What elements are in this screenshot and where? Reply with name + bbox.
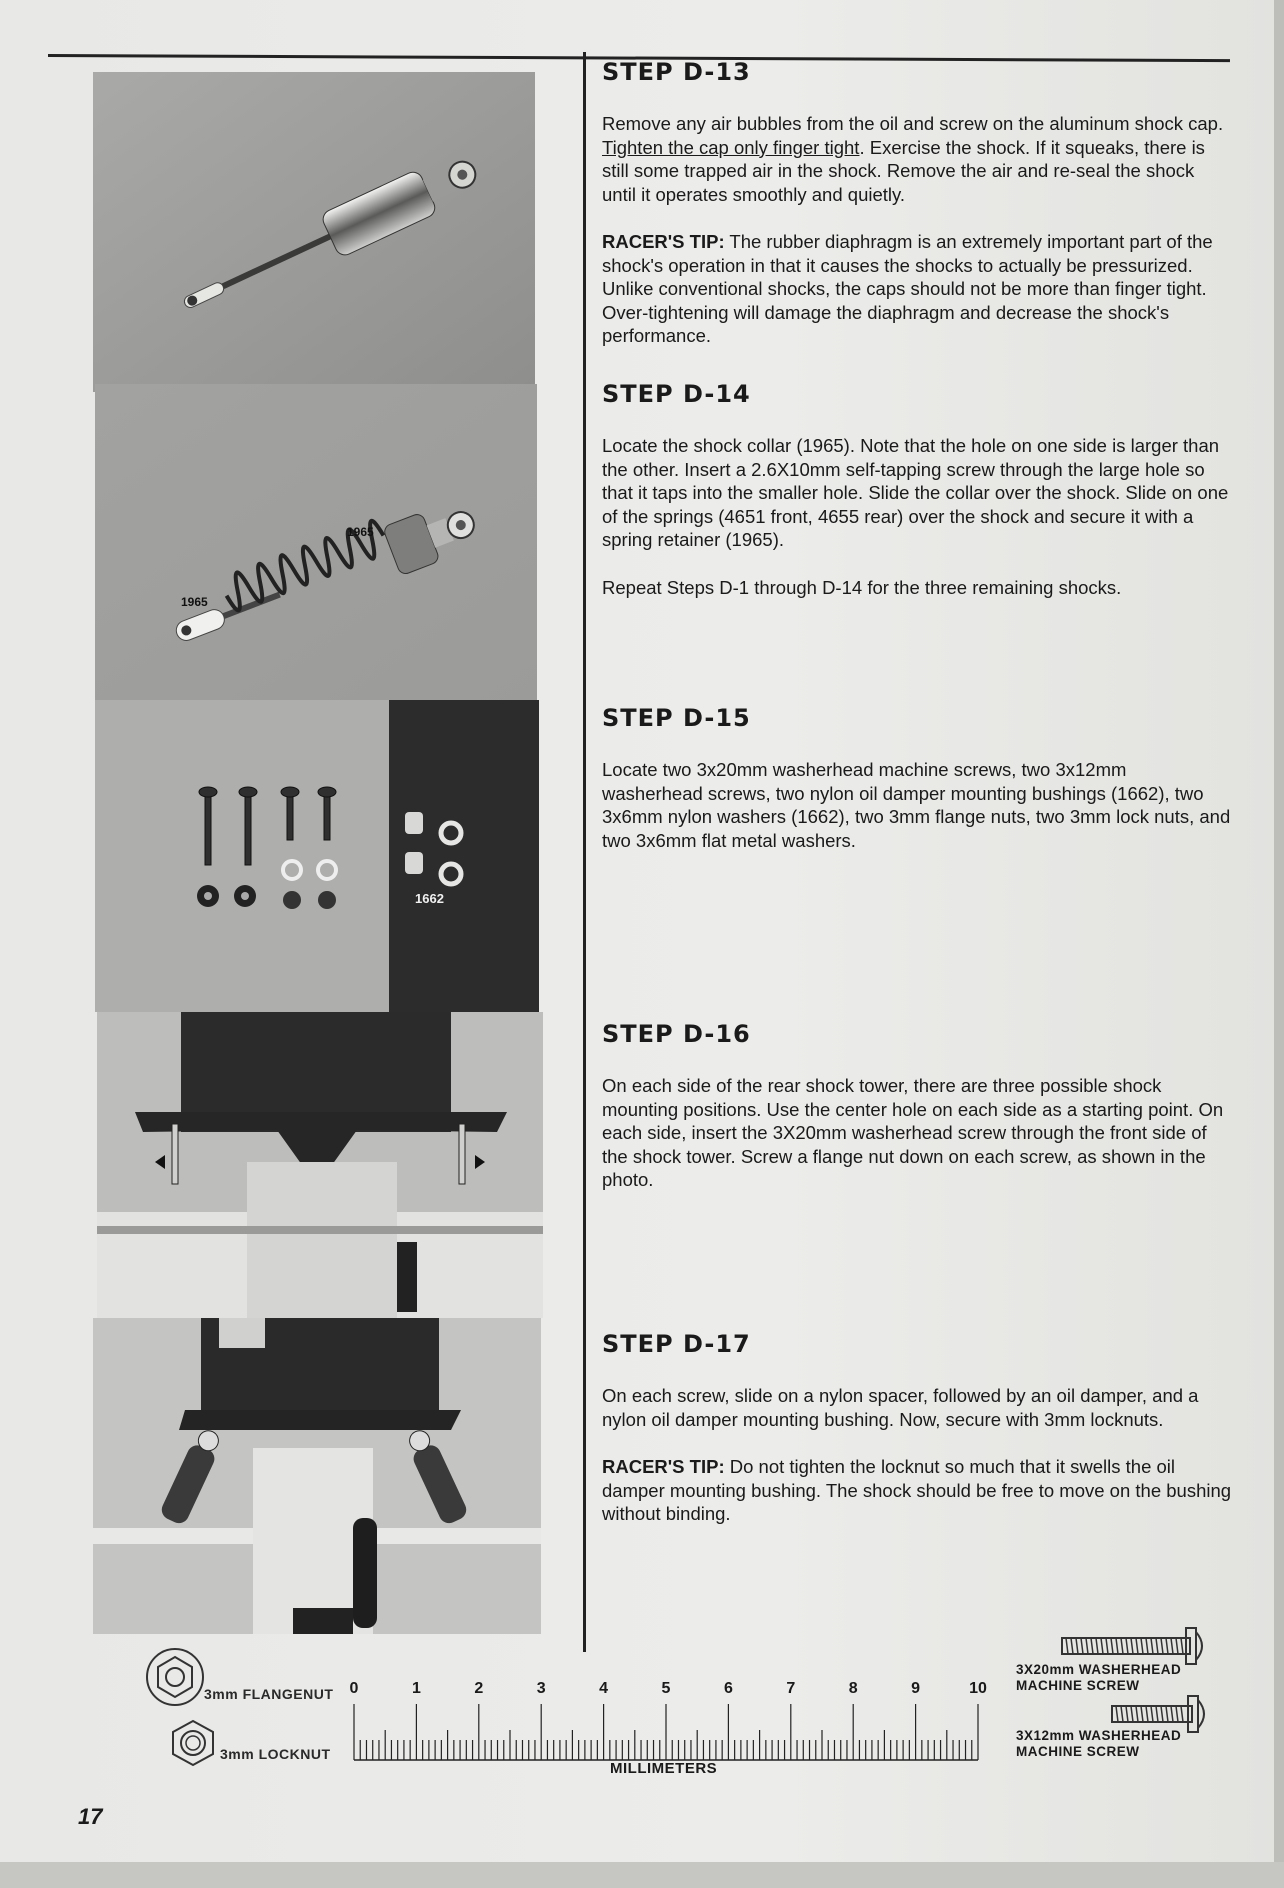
shock-tower-screws-image: [97, 1012, 543, 1318]
screw-thread: [1161, 1638, 1163, 1654]
screw-thread: [1136, 1638, 1138, 1654]
tip-label: RACER'S TIP:: [602, 1456, 725, 1477]
step-d14-body: Locate the shock collar (1965). Note that the hole on one side is larger than the other. Insert a 2.6X10mm self-tapping screw through the large hole so that it taps into the smaller hole. Slide the collar over the shock. Slide on one of the springs (4651 front, 4655 rear) over the shock and secure it with a spring retainer (1965).: [602, 435, 1229, 550]
locknut-label: 3mm LOCKNUT: [220, 1746, 331, 1762]
screw-thread: [1151, 1706, 1153, 1722]
screw-3x12-label: [1016, 1728, 1181, 1760]
screw-thread: [1121, 1638, 1123, 1654]
ruler-number: 10: [969, 1680, 987, 1697]
collar-callout-top: 1965: [347, 525, 374, 539]
ruler-number: 5: [661, 1680, 671, 1697]
screw-thread: [1166, 1638, 1168, 1654]
screw-thread: [1101, 1638, 1103, 1654]
screw-thread: [1136, 1706, 1138, 1722]
screw-thread: [1106, 1638, 1108, 1654]
page-number: 17: [78, 1804, 103, 1829]
step-d13-tip: [602, 230, 1232, 348]
step-d16-body: On each side of the rear shock tower, there are three possible shock mounting positions. Use the center hole on each side as a starting point. On each side, insert the 3X20mm washerhead screw through the front side of the shock tower. Screw a flange nut down on each screw, as shown in the photo.: [602, 1075, 1224, 1190]
step-d15-body: Locate two 3x20mm washerhead machine screws, two 3x12mm washerhead screws, two nylon oil damper mounting bushings (1662), two 3x6mm nylon washers (1662), two 3mm flange nuts, two 3mm lock nuts, and two 3x6mm flat metal washers.: [602, 759, 1231, 851]
step-d17-tip: [602, 1455, 1232, 1526]
hardware-parts-image: [95, 700, 539, 1012]
screw-3x12-line1: 3X12mm WASHERHEAD: [1016, 1728, 1182, 1743]
screw-thread: [1076, 1638, 1078, 1654]
screw-thread: [1181, 1638, 1183, 1654]
step-d16-title: STEP D-16: [602, 1020, 751, 1048]
step-d13-title: STEP D-13: [602, 58, 751, 86]
screw-thread: [1126, 1706, 1128, 1722]
screw-thread: [1116, 1706, 1118, 1722]
step-d13-underlined: Tighten the cap only finger tight: [602, 136, 860, 158]
screw-thread: [1081, 1638, 1083, 1654]
ruler-number: 2: [474, 1680, 484, 1697]
step-d14: [602, 380, 1232, 623]
screw-thread: [1141, 1638, 1143, 1654]
screw-thread: [1096, 1638, 1098, 1654]
screw-thread: [1176, 1638, 1178, 1654]
ruler-number: 1: [411, 1680, 421, 1697]
ruler-number: 9: [911, 1680, 921, 1697]
step-d13-body: [602, 112, 1232, 206]
screw-3x12-line2: MACHINE SCREW: [1016, 1744, 1140, 1759]
screw-thread: [1151, 1638, 1153, 1654]
step-d13-body-a: Remove any air bubbles from the oil and screw on the aluminum shock cap.: [602, 113, 1224, 134]
step-d17: [602, 1330, 1232, 1550]
step-d15: [602, 704, 1232, 876]
screw-3x20-line1: 3X20mm WASHERHEAD: [1016, 1662, 1182, 1677]
screw-thread: [1071, 1638, 1073, 1654]
screw-thread: [1141, 1706, 1143, 1722]
ruler-number: 8: [848, 1680, 858, 1697]
ruler-number: 0: [349, 1680, 359, 1697]
ruler-number: 3: [536, 1680, 546, 1697]
photo-step-d14: [95, 384, 537, 702]
screw-thread: [1161, 1706, 1163, 1722]
shock-with-spring-image: [95, 384, 537, 702]
screw-thread: [1181, 1706, 1183, 1722]
photo-step-d15: [95, 700, 539, 1012]
column-rule: [583, 52, 586, 1652]
flangenut-icon: [144, 1646, 206, 1708]
screw-thread: [1156, 1706, 1158, 1722]
step-d15-title: STEP D-15: [602, 704, 751, 732]
screw-thread: [1146, 1706, 1148, 1722]
collar-callout-left: 1965: [181, 595, 208, 609]
bushing-callout: 1662: [415, 891, 444, 906]
shock-assembled-image: [93, 72, 535, 392]
screw-thread: [1131, 1706, 1133, 1722]
tip-label: RACER'S TIP:: [602, 231, 725, 252]
bottom-edge: [0, 1862, 1284, 1888]
step-d17-body: On each screw, slide on a nylon spacer, followed by an oil damper, and a nylon oil damper mounting bushing. Now, secure with 3mm locknuts.: [602, 1385, 1199, 1430]
screw-thread: [1176, 1706, 1178, 1722]
screw-thread: [1111, 1638, 1113, 1654]
screw-thread: [1171, 1638, 1173, 1654]
step-d14-title: STEP D-14: [602, 380, 751, 408]
ruler-number: 4: [599, 1680, 609, 1697]
ruler-caption: MILLIMETERS: [610, 1760, 718, 1777]
screw-thread: [1156, 1638, 1158, 1654]
ruler-number: 7: [786, 1680, 796, 1697]
screw-thread: [1121, 1706, 1123, 1722]
screw-thread: [1126, 1638, 1128, 1654]
page-edge: [1274, 0, 1284, 1888]
screw-thread: [1116, 1638, 1118, 1654]
screw-thread: [1166, 1706, 1168, 1722]
flangenut-label: 3mm FLANGENUT: [204, 1686, 334, 1702]
screw-thread: [1146, 1638, 1148, 1654]
photo-step-d16: [97, 1012, 543, 1318]
step-d17-tip-text: Do not tighten the locknut so much that it swells the oil damper mounting bushing. The shock should be free to move on the bushing without binding.: [602, 1456, 1232, 1524]
locknut-icon: [168, 1718, 218, 1768]
shocks-mounted-image: [93, 1318, 541, 1634]
step-d17-title: STEP D-17: [602, 1330, 751, 1358]
step-d13-body-b: . Exercise the shock. If it squeaks, there is still some trapped air in the shock. Remove the air and re-seal the shock until it operates smoothly and quietly.: [602, 136, 1205, 205]
ruler-number: 6: [723, 1680, 733, 1697]
screw-thread: [1171, 1706, 1173, 1722]
step-d13: [602, 58, 1232, 372]
screw-thread: [1086, 1638, 1088, 1654]
photo-step-d17: [93, 1318, 541, 1634]
screw-thread: [1091, 1638, 1093, 1654]
screw-3x20-line2: MACHINE SCREW: [1016, 1678, 1140, 1693]
photo-step-d13: [93, 72, 535, 392]
screw-thread: [1131, 1638, 1133, 1654]
step-d14-repeat: Repeat Steps D-1 through D-14 for the three remaining shocks.: [602, 576, 1122, 598]
screw-thread: [1066, 1638, 1068, 1654]
step-d13-tip-text: The rubber diaphragm is an extremely important part of the shock's operation in that it causes the shocks to actually be pressurized. Unlike conventional shocks, the caps should not be more than finger tight. Over-tightening will damage the diaphragm and decrease the shock's performance.: [602, 231, 1213, 346]
step-d16: [602, 1020, 1232, 1216]
